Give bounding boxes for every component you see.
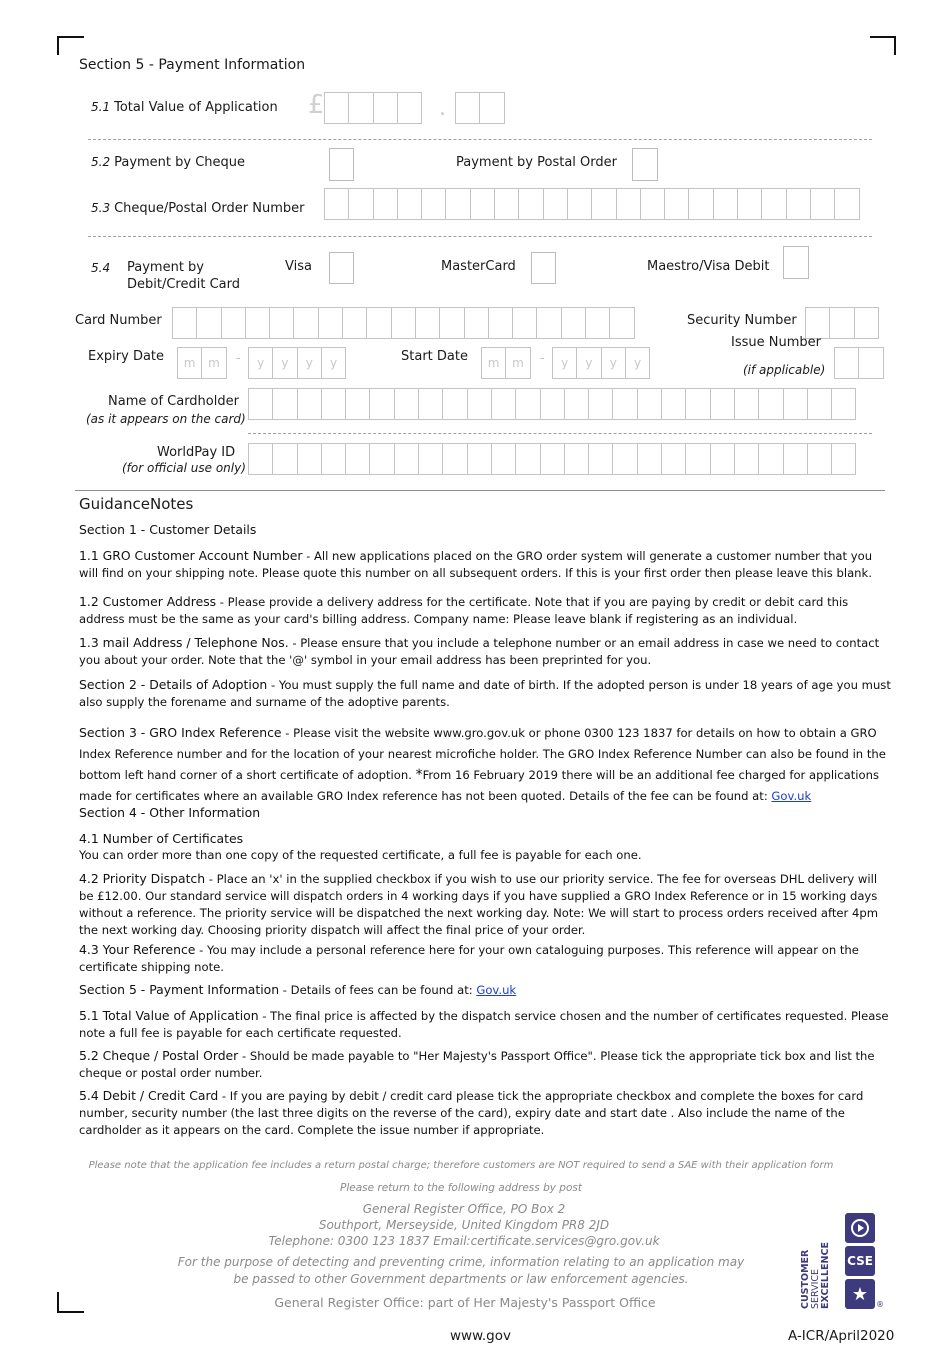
q52-label xyxy=(91,155,245,170)
crime-note-1: For the purpose of detecting and preventing crime, information relating to an application may xyxy=(177,1255,745,1269)
start-date-label: Start Date xyxy=(401,349,468,364)
play-icon xyxy=(845,1213,875,1243)
q51-number: 5.1 xyxy=(91,100,111,114)
sae-note: Please note that the application fee includes a return postal charge; therefore customers are NOT required to send a SAE with their application form xyxy=(88,1160,834,1171)
note-5-2: 5.2 Cheque / Postal Order - Should be made payable to "Her Majesty's Passport Office". Please tick the appropriate tick box and list the cheque or postal order number. xyxy=(79,1048,875,1080)
q52-text: Payment by Cheque xyxy=(114,155,246,170)
maestro-checkbox[interactable] xyxy=(783,246,809,279)
expiry-year-input[interactable]: y y y y xyxy=(248,347,345,379)
guidance-separator xyxy=(75,490,885,491)
currency-symbol: £ xyxy=(308,90,325,120)
q53-label xyxy=(91,201,305,216)
address-line-3: Telephone: 0300 123 1837 Email:certificate.services@gro.gov.uk xyxy=(268,1234,660,1248)
q53-text: Cheque/Postal Order Number xyxy=(114,201,305,216)
cardholder-name-label: Name of Cardholder xyxy=(108,394,239,409)
visa-checkbox[interactable] xyxy=(329,252,354,284)
address-line-2: Southport, Merseyside, United Kingdom PR8 2JD xyxy=(318,1218,610,1232)
note-1-2: 1.2 Customer Address - Please provide a delivery address for the certificate. Note that if you are paying by credit or debit card this address must be the same as your card's billing address. Company name: Please leave blank if registering as an individual. xyxy=(79,594,849,626)
section-3-note: Section 3 - GRO Index Reference - Please visit the website www.gro.gov.uk or phone 0300 123 1837 for details on how to obtain a GRO Index Reference number and for the location of your nearest microfiche holder. The GRO Index Reference Number can also be found in the bottom left hand corner of a short certificate of adoption. *From 16 February 2019 there will be an additional fee charged for applications made for certificates where an available GRO Index reference has not been quoted. Details of the fee can be found at: Gov.uk xyxy=(79,725,886,803)
hmpo-note: General Register Office: part of Her Majesty's Passport Office xyxy=(274,1295,656,1310)
expiry-separator: - xyxy=(236,351,241,366)
cse-badge: CSE xyxy=(845,1246,875,1276)
q54-label-line2: Debit/Credit Card xyxy=(127,277,240,292)
worldpay-id-input[interactable] xyxy=(248,443,855,475)
q52-number: 5.2 xyxy=(91,155,111,169)
form-reference: A-ICR/April2020 xyxy=(788,1328,895,1344)
star-icon: ★ xyxy=(845,1279,875,1309)
worldpay-id-note: (for official use only) xyxy=(122,461,246,475)
total-value-pence[interactable] xyxy=(455,92,504,124)
start-month-input[interactable]: m m xyxy=(481,347,530,379)
section-5-note: Section 5 - Payment Information - Details of fees can be found at: Gov.uk xyxy=(79,982,517,997)
cheque-checkbox[interactable] xyxy=(329,148,354,181)
crime-note-2: be passed to other Government departments or law enforcement agencies. xyxy=(233,1272,689,1286)
if-applicable-note: (if applicable) xyxy=(743,363,826,377)
cse-logo-text: CUSTOMER SERVICE EXCELLENCE xyxy=(800,1242,831,1309)
note-5-4: 5.4 Debit / Credit Card - If you are paying by debit / credit card please tick the appropriate checkbox and complete the boxes for card number, security number (the last three digits on the reverse of the card), expiry date and start date . Also include the name of the cardholder as it appears on the card. Complete the issue number if appropriate. xyxy=(79,1088,864,1137)
total-value-pounds[interactable] xyxy=(324,92,421,124)
q51-text: Total Value of Application xyxy=(114,100,278,115)
q51-label xyxy=(91,100,278,115)
guidance-title: GuidanceNotes xyxy=(79,495,194,513)
worldpay-id-label: WorldPay ID xyxy=(157,445,236,460)
cheque-number-input[interactable] xyxy=(324,188,859,220)
q54-number: 5.4 xyxy=(91,261,111,275)
registered-mark: ® xyxy=(876,1300,884,1309)
start-separator: - xyxy=(540,351,545,366)
mastercard-checkbox[interactable] xyxy=(531,252,556,284)
start-year-input[interactable]: y y y y xyxy=(552,347,649,379)
note-1-3: 1.3 mail Address / Telephone Nos. - Please ensure that you include a telephone number or an email address in case we need to contact you about your order. Note that the '@' symbol in your email address has been preprinted for you. xyxy=(79,635,880,667)
note-1-1: 1.1 GRO Customer Account Number - All new applications placed on the GRO order system will generate a customer number that you will find on your shipping note. Please quote this number on all subsequent orders. If this is your first order then please leave this blank. xyxy=(79,548,873,580)
crop-mark-top-right xyxy=(870,36,896,55)
card-number-input[interactable] xyxy=(172,307,634,339)
divider xyxy=(88,236,872,237)
security-number-label: Security Number xyxy=(687,313,797,328)
address-line-1: General Register Office, PO Box 2 xyxy=(362,1202,566,1216)
expiry-date-label: Expiry Date xyxy=(88,349,165,364)
postal-order-label: Payment by Postal Order xyxy=(456,155,617,170)
return-note: Please return to the following address by post xyxy=(340,1182,582,1194)
section-2-note: Section 2 - Details of Adoption - You must supply the full name and date of birth. If the adopted person is under 18 years of age you must also supply the forename and surname of the adoptive parents. xyxy=(79,677,891,709)
divider xyxy=(88,139,872,140)
cardholder-name-note: (as it appears on the card) xyxy=(86,412,246,426)
decimal-point: . xyxy=(439,96,446,121)
maestro-label: Maestro/Visa Debit xyxy=(647,259,770,274)
issue-number-label: Issue Number xyxy=(731,335,821,350)
cardholder-name-input[interactable] xyxy=(248,388,855,420)
expiry-month-input[interactable]: m m xyxy=(177,347,226,379)
s4-title: Section 4 - Other Information xyxy=(79,805,261,820)
govuk-link[interactable]: Gov.uk xyxy=(771,789,812,803)
note-5-1: 5.1 Total Value of Application - The final price is affected by the dispatch service chosen and the number of certificates requested. Please note a full fee is payable for each certificate requested. xyxy=(79,1008,889,1040)
q54-label-line1: Payment by xyxy=(127,260,204,275)
cse-logo xyxy=(800,1210,890,1314)
note-4-1: 4.1 Number of Certificates You can order more than one copy of the requested certificate, a full fee is payable for each one. xyxy=(79,831,642,862)
crop-mark-top-left xyxy=(57,36,84,55)
q53-number: 5.3 xyxy=(91,201,111,215)
www-gov: www.gov xyxy=(450,1328,511,1344)
postal-order-checkbox[interactable] xyxy=(632,148,658,181)
mastercard-label: MasterCard xyxy=(441,259,516,274)
card-number-label: Card Number xyxy=(75,313,162,328)
note-4-2: 4.2 Priority Dispatch - Place an 'x' in the supplied checkbox if you wish to use our priority service. The fee for overseas DHL delivery will be £12.00. Our standard service will dispatch orders in 4 working days if you have supplied a GRO Index Reference or in 15 working days without a reference. The priority service will be dispatched the next working day. Note: We will start to process orders received after 4pm the next working day. Choosing priority dispatch will affect the final price of your order. xyxy=(79,871,879,937)
visa-label: Visa xyxy=(285,259,312,274)
note-4-3: 4.3 Your Reference - You may include a personal reference here for your own cataloguing purposes. This reference will appear on the certificate shipping note. xyxy=(79,942,859,974)
issue-number-input[interactable] xyxy=(834,347,883,379)
divider xyxy=(248,433,872,434)
s1-title: Section 1 - Customer Details xyxy=(79,522,257,537)
govuk-link-fees[interactable]: Gov.uk xyxy=(476,983,517,997)
section-title: Section 5 - Payment Information xyxy=(79,57,306,73)
